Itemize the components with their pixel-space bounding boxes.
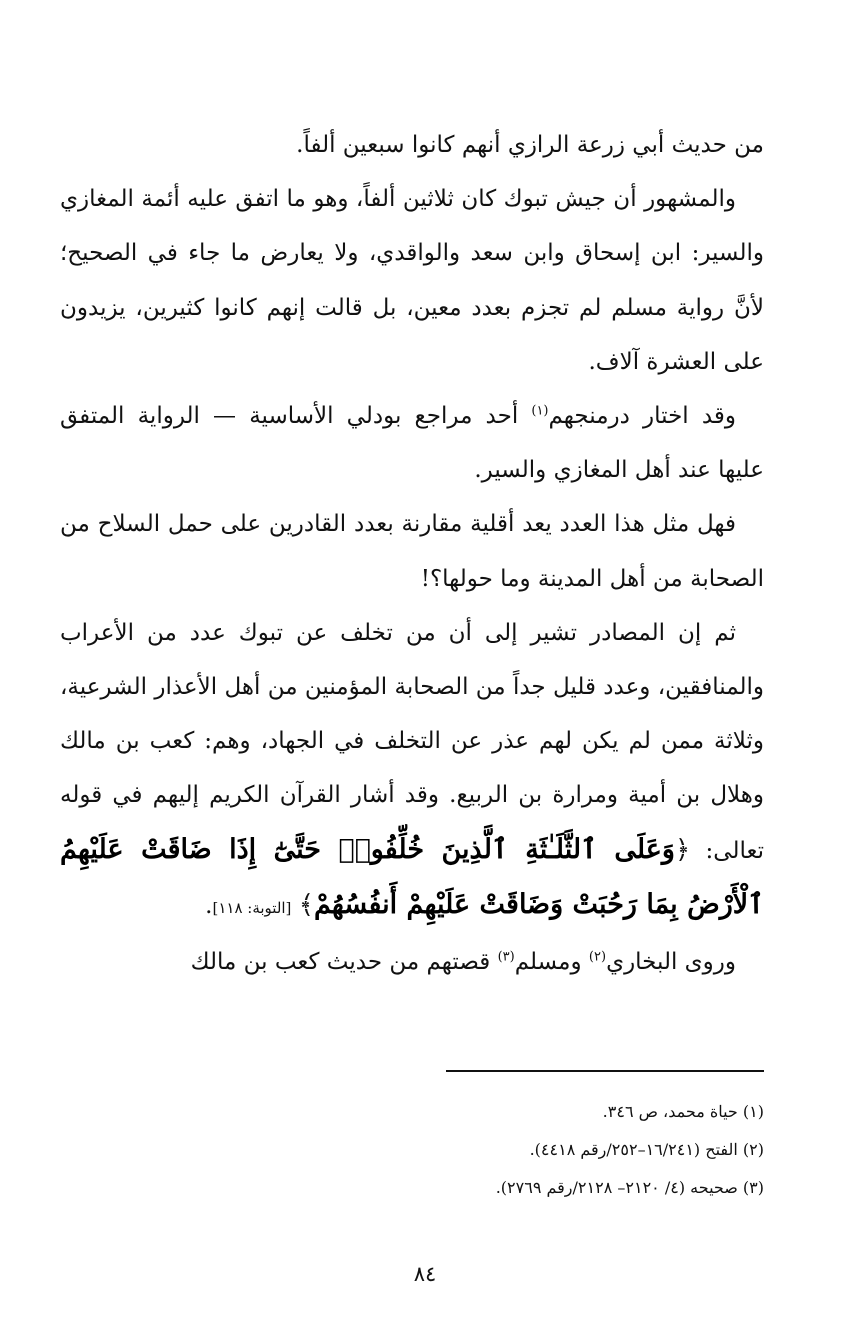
footnote-3: (٣) صحيحه (٤/ ٢١٢٠– ٢١٢٨/رقم ٢٧٦٩). [495,1178,764,1197]
footnote-1: (١) حياة محمد، ص ٣٤٦. [602,1102,764,1121]
paragraph-4: فهل مثل هذا العدد يعد أقلية مقارنة بعدد القادرين على حمل السلاح من الصحابة من أهل المدينة وما حولها؟! [60,511,764,592]
paragraph-3-text-a: وقد اختار درمنجهم [548,403,736,430]
paragraph-1: من حديث أبي زرعة الرازي أنهم كانوا سبعين ألفاً. [296,132,764,158]
paragraph-5 [60,606,764,935]
footnote-marker-3: (٣) [497,949,515,965]
quran-close-bracket: ﴾ [298,889,314,920]
paragraph-3-text-b: أحد مراجع بودلي الأساسية — الرواية المتفق عليها عند أهل المغازي والسير. [60,403,764,484]
quran-open-bracket: ﴿ [674,834,691,865]
paragraph-5-text: ثم إن المصادر تشير إلى أن من تخلف عن تبوك عدد من الأعراب والمنافقين، وعدد قليل جداً من الصحابة المؤمنين من أهل الأعذار الشرعية، وثلاثة ممن لم يكن لهم عذر عن التخلف في الجهاد، وهم: كعب بن مالك وهلال بن أمية ومرارة بن الربيع. وقد أشار القرآن الكريم إليهم في قوله تعالى: [60,619,764,864]
paragraph-6-text-b: ومسلم [514,949,589,976]
paragraph-3 [60,389,764,497]
paragraph-6-text-a: وروى البخاري [606,949,736,976]
page-number: ٨٤ [413,1262,437,1286]
footnote-separator [446,1070,764,1072]
main-text [60,118,764,989]
footnote-marker-1: (١) [531,403,549,419]
paragraph-6 [60,935,764,989]
paragraph-5-end: . [205,892,213,919]
footnote-marker-2: (٢) [588,949,607,965]
paragraph-2: والمشهور أن جيش تبوك كان ثلاثين ألفاً، وهو ما اتفق عليه أئمة المغازي والسير: ابن إسحاق وابن سعد والواقدي، ولا يعارض ما جاء في الصحيح؛ لأنَّ رواية مسلم لم تجزم بعدد معين، بل قالت إنهم كانوا كثيرين، يزيدون على العشرة آلاف. [60,186,764,375]
paragraph-6-text-c: قصتهم من حديث كعب بن مالك [190,949,498,976]
footnote-2: (٢) الفتح (١٦/٢٤١–٢٥٢/رقم ٤٤١٨). [529,1140,764,1159]
quran-verse: وَعَلَى ٱلثَّلَـٰثَةِ ٱلَّذِينَ خُلِّفُوا۟ حَتَّىٰٓ إِذَا ضَاقَتْ عَلَيْهِمُ ٱلْأَرْضُ بِمَا رَحُبَتْ وَضَاقَتْ عَلَيْهِمْ أَنفُسُهُمْ [60,833,764,920]
quran-citation: [التوبة: ١١٨] [212,898,292,917]
footnotes [360,1093,764,1207]
